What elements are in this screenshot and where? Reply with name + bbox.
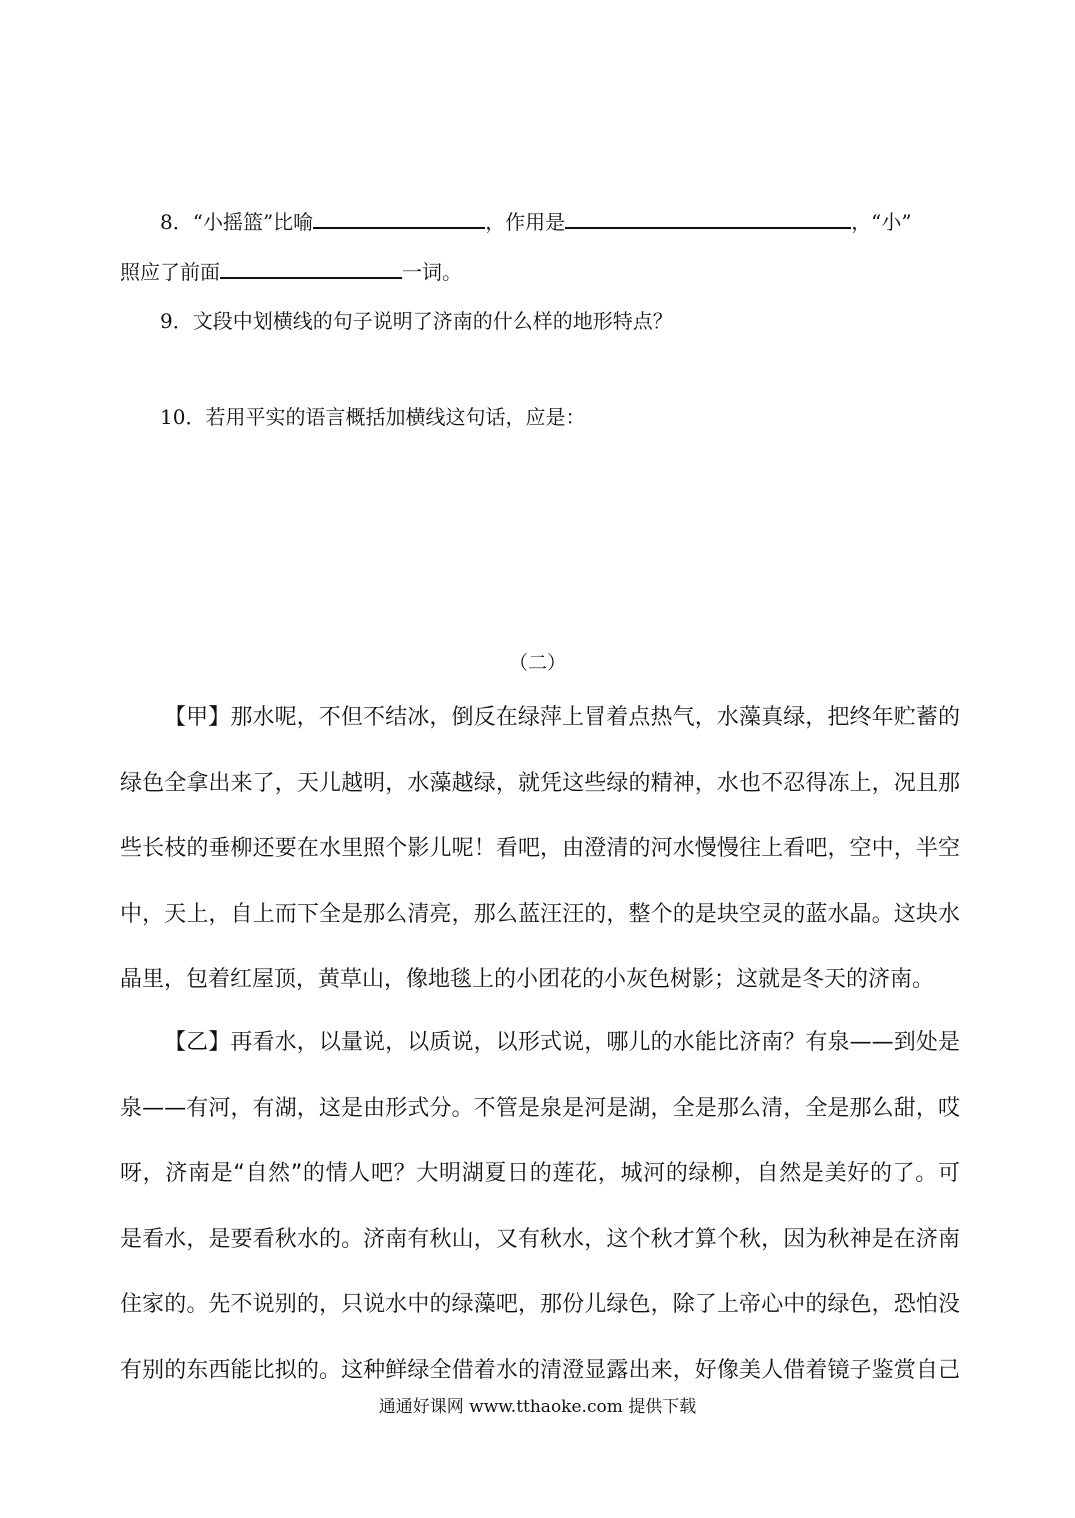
- question-9: 9．文段中划横线的句子说明了济南的什么样的地形特点？: [160, 309, 673, 333]
- q8-text-5: 一词。: [402, 260, 462, 284]
- q8-text-4: 照应了前面: [120, 260, 220, 284]
- q8-text-2: ，作用是: [485, 210, 566, 234]
- question-8: [120, 205, 1000, 237]
- passage-a: [120, 685, 960, 1013]
- page-footer: 通通好课网 www.tthaoke.com 提供下载: [378, 1397, 697, 1417]
- passage-b: [120, 1010, 960, 1403]
- passage-b-line: 住家的。先不说别的，只说水中的绿藻吧，那份儿绿色，除了上帝心中的绿色，恐怕没: [120, 1292, 960, 1317]
- passage-b-line: 是看水，是要看秋水的。济南有秋山，又有秋水，这个秋才算个秋，因为秋神是在济南: [120, 1226, 960, 1252]
- passage-b-line: 有别的东西能比拟的。这种鲜绿全借着水的清澄显露出来，好像美人借着镜子鉴赏自己: [120, 1357, 960, 1383]
- q8-text-3: ，“小”: [851, 210, 912, 234]
- question-10: 10．若用平实的语言概括加横线这句话，应是：: [160, 405, 586, 429]
- question-8-cont: [120, 255, 960, 287]
- answer-blank-metaphor[interactable]: [313, 205, 485, 229]
- passage-a-line: 【甲】那水呢，不但不结冰，倒反在绿萍上冒着点热气，水藻真绿，把终年贮蓄的: [164, 705, 960, 730]
- passage-b-line: 呀，济南是“自然”的情人吧？大明湖夏日的莲花，城河的绿柳，自然是美好的了。可: [120, 1161, 960, 1186]
- q8-text-1: 8．“小摇篮”比喻: [160, 210, 314, 234]
- passage-a-line: 些长枝的垂柳还要在水里照个影儿呢！看吧，由澄清的河水慢慢往上看吧，空中，半空: [120, 836, 960, 861]
- passage-a-line: 绿色全拿出来了，天儿越明，水藻越绿，就凭这些绿的精神，水也不忍得冻上，况且那: [120, 770, 960, 796]
- passage-a-line: 中，天上，自上而下全是那么清亮，那么蓝汪汪的，整个的是块空灵的蓝水晶。这块水: [120, 901, 960, 927]
- section-title: （二）: [508, 652, 566, 674]
- passage-b-line: 泉——有河，有湖，这是由形式分。不管是泉是河是湖，全是那么清，全是那么甜，哎: [120, 1095, 960, 1121]
- answer-blank-word[interactable]: [220, 255, 402, 279]
- answer-blank-effect[interactable]: [565, 205, 851, 229]
- passage-a-line: 晶里，包着红屋顶，黄草山，像地毯上的小团花的小灰色树影；这就是冬天的济南。: [120, 967, 935, 992]
- passage-b-line: 【乙】再看水，以量说，以质说，以形式说，哪儿的水能比济南？有泉——到处是: [164, 1030, 960, 1055]
